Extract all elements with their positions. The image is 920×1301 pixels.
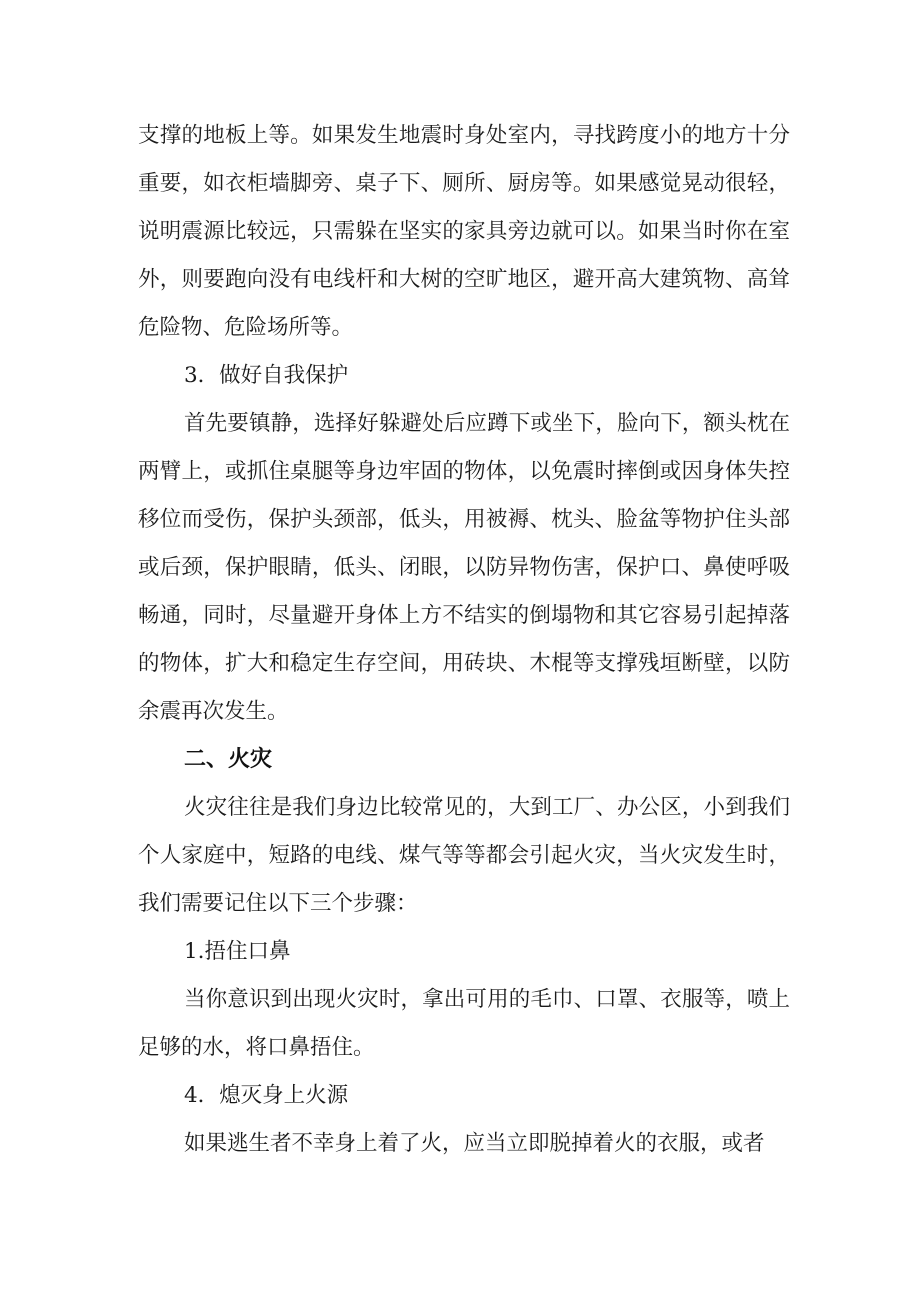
subheading-self-protection: 3．做好自我保护 (184, 363, 349, 388)
paragraph-self-protection: 首先要镇静，选择好躲避处后应蹲下或坐下，脸向下，额头枕在两臂上，或抓住桌腿等身边牢固的物体，以免震时摔倒或因身体失控移位而受伤，保护头颈部，低头，用被褥、枕头、脸盆等物护住头部或后颈，保护眼睛，低头、闭眼，以防异物伤害，保护口、鼻使呼吸畅通，同时，尽量避开身体上方不结实的倒塌物和其它容易引起掉落的物体，扩大和稳定生存空间，用砖块、木棍等支撑残垣断壁，以防余震再次发生。 (138, 411, 790, 724)
paragraph-cover-nose-mouth: 当你意识到出现火灾时，拿出可用的毛巾、口罩、衣服等，喷上足够的水，将口鼻捂住。 (138, 987, 790, 1060)
subheading-extinguish-fire: 4．熄灭身上火源 (184, 1083, 349, 1108)
section-heading-fire: 二、火灾 (184, 747, 273, 772)
subheading-cover-nose-mouth: 1.捂住口鼻 (184, 939, 291, 964)
document-body (138, 112, 790, 1168)
paragraph-extinguish-fire: 如果逃生者不幸身上着了火，应当立即脱掉着火的衣服，或者 (184, 1131, 765, 1156)
paragraph-earthquake-shelter: 支撑的地板上等。如果发生地震时身处室内，寻找跨度小的地方十分重要，如衣柜墙脚旁、桌子下、厕所、厨房等。如果感觉晃动很轻，说明震源比较远，只需躲在坚实的家具旁边就可以。如果当时你在室外，则要跑向没有电线杆和大树的空旷地区，避开高大建筑物、高耸危险物、危险场所等。 (138, 123, 790, 340)
paragraph-fire-intro: 火灾往往是我们身边比较常见的，大到工厂、办公区，小到我们个人家庭中，短路的电线、煤气等等都会引起火灾，当火灾发生时，我们需要记住以下三个步骤： (138, 795, 790, 916)
